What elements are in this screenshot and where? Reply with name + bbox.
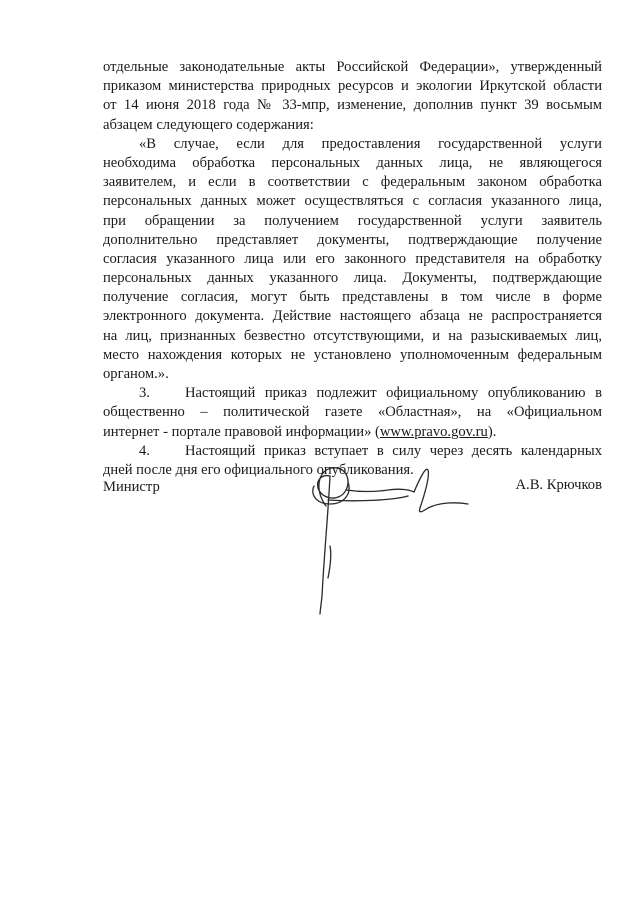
item-3-text: Настоящий приказ подлежит официальному опубликованию в xyxy=(185,385,602,402)
text-line: согласия указанного лица или его законного представителя на обработку xyxy=(103,250,602,267)
document-body xyxy=(103,58,602,480)
text-line: персональных данных указанного лица. Документы, подтверждающие xyxy=(103,270,602,287)
text-line: на лиц, признанных безвестно отсутствующими, и на разыскиваемых лиц, xyxy=(103,327,602,344)
text-line-with-link xyxy=(103,423,602,442)
text-line: дополнительно представляет документы, подтверждающие получение xyxy=(103,231,602,248)
quote-start-line: «В случае, если для предоставления государственной услуги xyxy=(139,135,602,152)
signer-name: А.В. Крючков xyxy=(515,477,602,493)
text-fragment: ). xyxy=(487,423,497,440)
signer-position: Министр xyxy=(103,479,160,495)
text-line: отдельные законодательные акты Российской Федерации», утвержденный xyxy=(103,59,602,75)
text-line: общественно – политической газете «Областная», на «Официальном xyxy=(103,404,602,421)
text-line: необходима обработка персональных данных лица, не являющегося xyxy=(103,154,602,171)
text-line: дней после дня его официального опубликования. xyxy=(103,461,414,478)
text-line: заявителем, и если в соответствии с федеральным законом обработка xyxy=(103,174,602,191)
item-number: 3. xyxy=(139,385,150,402)
text-line: органом.». xyxy=(103,366,169,382)
text-line: приказом министерства природных ресурсов и экологии Иркутской области xyxy=(103,78,602,95)
text-line: от 14 июня 2018 года № 33-мпр, изменение, дополнив пункт 39 восьмым xyxy=(103,97,602,114)
item-number: 4. xyxy=(139,442,150,459)
text-line: при обращении за получением государственной услуги заявитель xyxy=(103,212,602,229)
item-3-first-line xyxy=(103,384,602,403)
item-4-text: Настоящий приказ вступает в силу через десять календарных xyxy=(185,442,602,459)
handwritten-signature xyxy=(300,456,480,616)
text-line: персональных данных может осуществляться с согласия указанного лица, xyxy=(103,193,602,210)
text-line: получение согласия, могут быть представлены в том числе в форме xyxy=(103,289,602,306)
text-fragment: интернет - портале правовой информации» ( xyxy=(103,423,380,440)
website-link[interactable]: www.pravo.gov.ru xyxy=(379,423,488,440)
text-line: электронного документа. Действие настоящего абзаца не распространяется xyxy=(103,308,602,325)
text-line: место нахождения которых не установлено уполномоченным федеральным xyxy=(103,346,602,363)
text-line: абзацем следующего содержания: xyxy=(103,116,314,133)
